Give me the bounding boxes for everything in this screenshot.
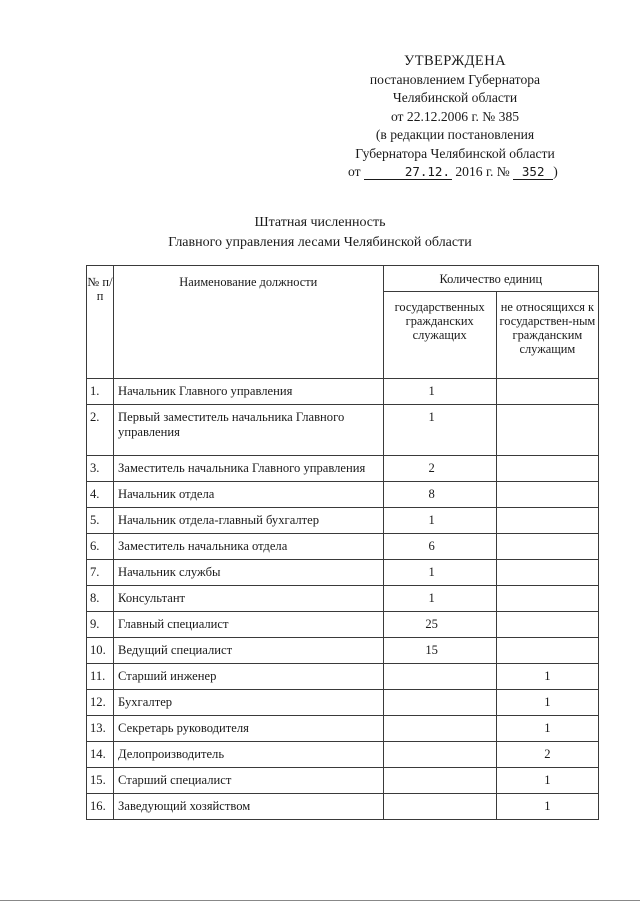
heading-line-2: Главного управления лесами Челябинской области: [168, 235, 472, 250]
position-name: Заведующий хозяйством: [114, 794, 384, 820]
gov-count: 1: [383, 586, 496, 612]
row-number: 14.: [87, 742, 114, 768]
nongov-count: 1: [496, 690, 598, 716]
row-number: 10.: [87, 638, 114, 664]
position-name: Начальник службы: [114, 560, 384, 586]
table-row: [87, 664, 599, 690]
table-row: [87, 690, 599, 716]
amendment-date: 27.12.: [364, 165, 452, 180]
nongov-count: [496, 638, 598, 664]
nongov-count: [496, 482, 598, 508]
position-name: Первый заместитель начальника Главного управления: [114, 405, 384, 456]
row-number: 3.: [87, 456, 114, 482]
approval-line-1: постановлением Губернатора: [369, 71, 541, 87]
amendment-year: 2016 г. №: [455, 164, 510, 179]
position-name: Заместитель начальника Главного управления: [114, 456, 384, 482]
gov-count: [383, 664, 496, 690]
table-row: [87, 768, 599, 794]
position-name: Старший инженер: [114, 664, 384, 690]
table-row: [87, 742, 599, 768]
table-row: [87, 379, 599, 405]
gov-count: [383, 768, 496, 794]
position-name: Начальник отдела-главный бухгалтер: [114, 508, 384, 534]
row-number: 9.: [87, 612, 114, 638]
nongov-count: [496, 534, 598, 560]
row-number: 8.: [87, 586, 114, 612]
gov-count: [383, 794, 496, 820]
gov-count: 1: [383, 508, 496, 534]
column-header-gov: государственных гражданских служащих: [383, 292, 496, 379]
nongov-count: 2: [496, 742, 598, 768]
row-number: 13.: [87, 716, 114, 742]
row-number: 4.: [87, 482, 114, 508]
row-number: 7.: [87, 560, 114, 586]
table-row: [87, 508, 599, 534]
column-header-nongov: не относящихся к государствен-ным гражданским служащим: [496, 292, 598, 379]
gov-count: 25: [383, 612, 496, 638]
nongov-count: [496, 612, 598, 638]
amendment-prefix: от: [348, 164, 361, 179]
nongov-count: [496, 586, 598, 612]
nongov-count: 1: [496, 664, 598, 690]
document-heading: [0, 213, 640, 253]
nongov-count: 1: [496, 716, 598, 742]
column-header-quantity: Количество единиц: [383, 266, 598, 292]
position-name: Секретарь руководителя: [114, 716, 384, 742]
table-row: [87, 586, 599, 612]
scan-edge-line: [0, 900, 640, 901]
gov-count: 8: [383, 482, 496, 508]
row-number: 15.: [87, 768, 114, 794]
approval-line-4: (в редакции постановления: [375, 127, 535, 142]
staffing-table: [86, 265, 599, 820]
table-row: [87, 560, 599, 586]
table-row: [87, 534, 599, 560]
heading-line-1: Штатная численность: [254, 215, 386, 230]
nongov-count: 1: [496, 768, 598, 794]
row-number: 11.: [87, 664, 114, 690]
nongov-count: [496, 508, 598, 534]
table-row: [87, 482, 599, 508]
table-row: [87, 638, 599, 664]
approval-line-5: Губернатора Челябинской области: [355, 145, 555, 161]
position-name: Начальник отдела: [114, 482, 384, 508]
nongov-count: [496, 379, 598, 405]
gov-count: 2: [383, 456, 496, 482]
table-row: [87, 794, 599, 820]
approval-title: УТВЕРЖДЕНА: [404, 53, 506, 69]
row-number: 2.: [87, 405, 114, 456]
position-name: Главный специалист: [114, 612, 384, 638]
nongov-count: [496, 456, 598, 482]
row-number: 6.: [87, 534, 114, 560]
position-name: Ведущий специалист: [114, 638, 384, 664]
nongov-count: 1: [496, 794, 598, 820]
gov-count: [383, 690, 496, 716]
gov-count: 15: [383, 638, 496, 664]
gov-count: [383, 716, 496, 742]
table-row: [87, 456, 599, 482]
approval-line-2: Челябинской области: [392, 90, 518, 105]
position-name: Старший специалист: [114, 768, 384, 794]
position-name: Делопроизводитель: [114, 742, 384, 768]
amendment-date-line: [330, 163, 580, 182]
table-row: [87, 405, 599, 456]
amendment-number: 352: [513, 165, 553, 180]
approval-stamp: [330, 52, 580, 182]
row-number: 1.: [87, 379, 114, 405]
position-name: Начальник Главного управления: [114, 379, 384, 405]
gov-count: 1: [383, 405, 496, 456]
row-number: 16.: [87, 794, 114, 820]
row-number: 12.: [87, 690, 114, 716]
position-name: Заместитель начальника отдела: [114, 534, 384, 560]
column-header-number: № п/п: [87, 266, 114, 379]
table-row: [87, 612, 599, 638]
nongov-count: [496, 560, 598, 586]
column-header-name: Наименование должности: [114, 266, 384, 379]
gov-count: 6: [383, 534, 496, 560]
nongov-count: [496, 405, 598, 456]
position-name: Консультант: [114, 586, 384, 612]
row-number: 5.: [87, 508, 114, 534]
amendment-suffix: ): [553, 164, 558, 179]
table-row: [87, 716, 599, 742]
gov-count: 1: [383, 560, 496, 586]
gov-count: [383, 742, 496, 768]
position-name: Бухгалтер: [114, 690, 384, 716]
approval-line-3: от 22.12.2006 г. № 385: [390, 108, 520, 124]
gov-count: 1: [383, 379, 496, 405]
